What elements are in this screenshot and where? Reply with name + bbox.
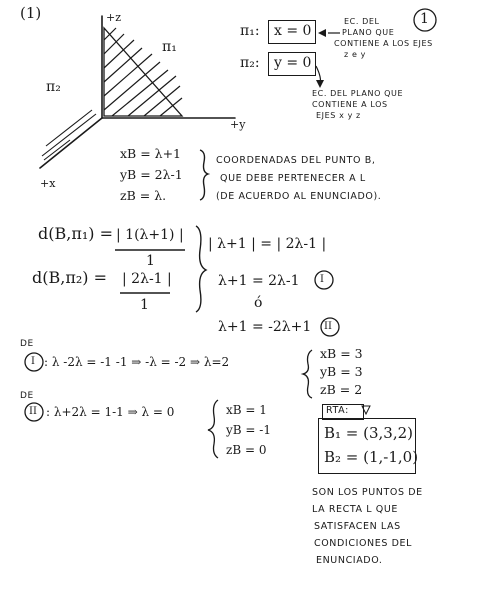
sol-2-yb: yB = -1 bbox=[226, 423, 271, 437]
axis-x-label: +x bbox=[40, 177, 56, 190]
axis-z-label: +z bbox=[106, 11, 122, 24]
sol-2-xb: xB = 1 bbox=[226, 403, 267, 417]
abs-equation: | λ+1 | = | 2λ-1 | bbox=[208, 236, 327, 252]
pi2-note-1: EC. DEL PLANO QUE bbox=[312, 89, 404, 98]
pi2-note-3: EJES x y z bbox=[316, 111, 361, 120]
conclusion-line-2: LA RECTA L QUE bbox=[312, 504, 398, 515]
answer-b2: B₂ = (1,-1,0) bbox=[324, 448, 419, 466]
pi1-note-1: EC. DEL bbox=[344, 17, 380, 26]
conclusion-line-4: CONDICIONES DEL bbox=[314, 538, 413, 549]
or-word: ó bbox=[254, 295, 263, 311]
pi2-eq-label: π₂: bbox=[240, 55, 260, 71]
coord-zb: zB = λ. bbox=[120, 188, 167, 203]
case-1-equation: λ+1 = 2λ-1 bbox=[218, 273, 300, 289]
sol-2-equation: : λ+2λ = 1-1 ⇒ λ = 0 bbox=[46, 405, 175, 419]
case-1-tag: I bbox=[320, 274, 324, 285]
dist-2-denominator: 1 bbox=[140, 297, 149, 313]
pi2-note-2: CONTIENE A LOS bbox=[312, 100, 388, 109]
sol-1-yb: yB = 3 bbox=[320, 364, 363, 379]
circle-number: 1 bbox=[420, 11, 429, 27]
sol-1-xb: xB = 3 bbox=[320, 346, 363, 361]
sol-1-zb: zB = 2 bbox=[320, 382, 363, 397]
dist-2-lhs: d(B,π₂) = bbox=[32, 268, 107, 287]
answer-b1: B₁ = (3,3,2) bbox=[324, 424, 414, 442]
coord-yb: yB = 2λ-1 bbox=[120, 167, 183, 182]
conclusion-line-5: ENUNCIADO. bbox=[316, 555, 383, 566]
problem-number: (1) bbox=[20, 4, 42, 22]
case-2-equation: λ+1 = -2λ+1 bbox=[218, 319, 312, 335]
pi1-note-3: CONTIENE A LOS EJES bbox=[334, 39, 433, 48]
pi1-note-2: PLANO QUE bbox=[342, 28, 395, 37]
sol-2-tag: II bbox=[29, 406, 37, 417]
axis-y-label: +y bbox=[230, 118, 246, 131]
pi2-equation: y = 0 bbox=[274, 55, 312, 71]
dist-2-numerator: | 2λ-1 | bbox=[122, 271, 172, 287]
sol-1-equation: : λ -2λ = -1 -1 ⇒ -λ = -2 ⇒ λ=2 bbox=[44, 355, 230, 369]
pi1-eq-label: π₁: bbox=[240, 23, 260, 39]
coords-note-1: COORDENADAS DEL PUNTO B, bbox=[216, 155, 376, 166]
pi2-label: π₂ bbox=[46, 79, 61, 95]
conclusion-line-1: SON LOS PUNTOS DE bbox=[312, 487, 423, 498]
de-label-2: DE bbox=[20, 391, 34, 401]
de-label-1: DE bbox=[20, 339, 34, 349]
sol-1-tag: I bbox=[31, 356, 35, 367]
pi1-equation: x = 0 bbox=[274, 23, 312, 39]
coord-xb: xB = λ+1 bbox=[120, 146, 182, 161]
coords-note-3: (DE ACUERDO AL ENUNCIADO). bbox=[216, 191, 382, 202]
conclusion-line-3: SATISFACEN LAS bbox=[314, 521, 401, 532]
coords-note-2: QUE DEBE PERTENECER A L bbox=[220, 173, 366, 184]
dist-1-numerator: | 1(λ+1) | bbox=[116, 227, 184, 243]
pi1-label: π₁ bbox=[162, 39, 177, 55]
dist-1-lhs: d(B,π₁) = bbox=[38, 224, 113, 243]
dist-1-denominator: 1 bbox=[146, 253, 155, 269]
sol-2-zb: zB = 0 bbox=[226, 443, 267, 457]
pi1-note-4: z e y bbox=[344, 50, 366, 59]
case-2-tag: II bbox=[324, 321, 332, 332]
plane-pi2-strokes bbox=[42, 110, 96, 160]
answer-label: RTA: bbox=[326, 405, 349, 416]
